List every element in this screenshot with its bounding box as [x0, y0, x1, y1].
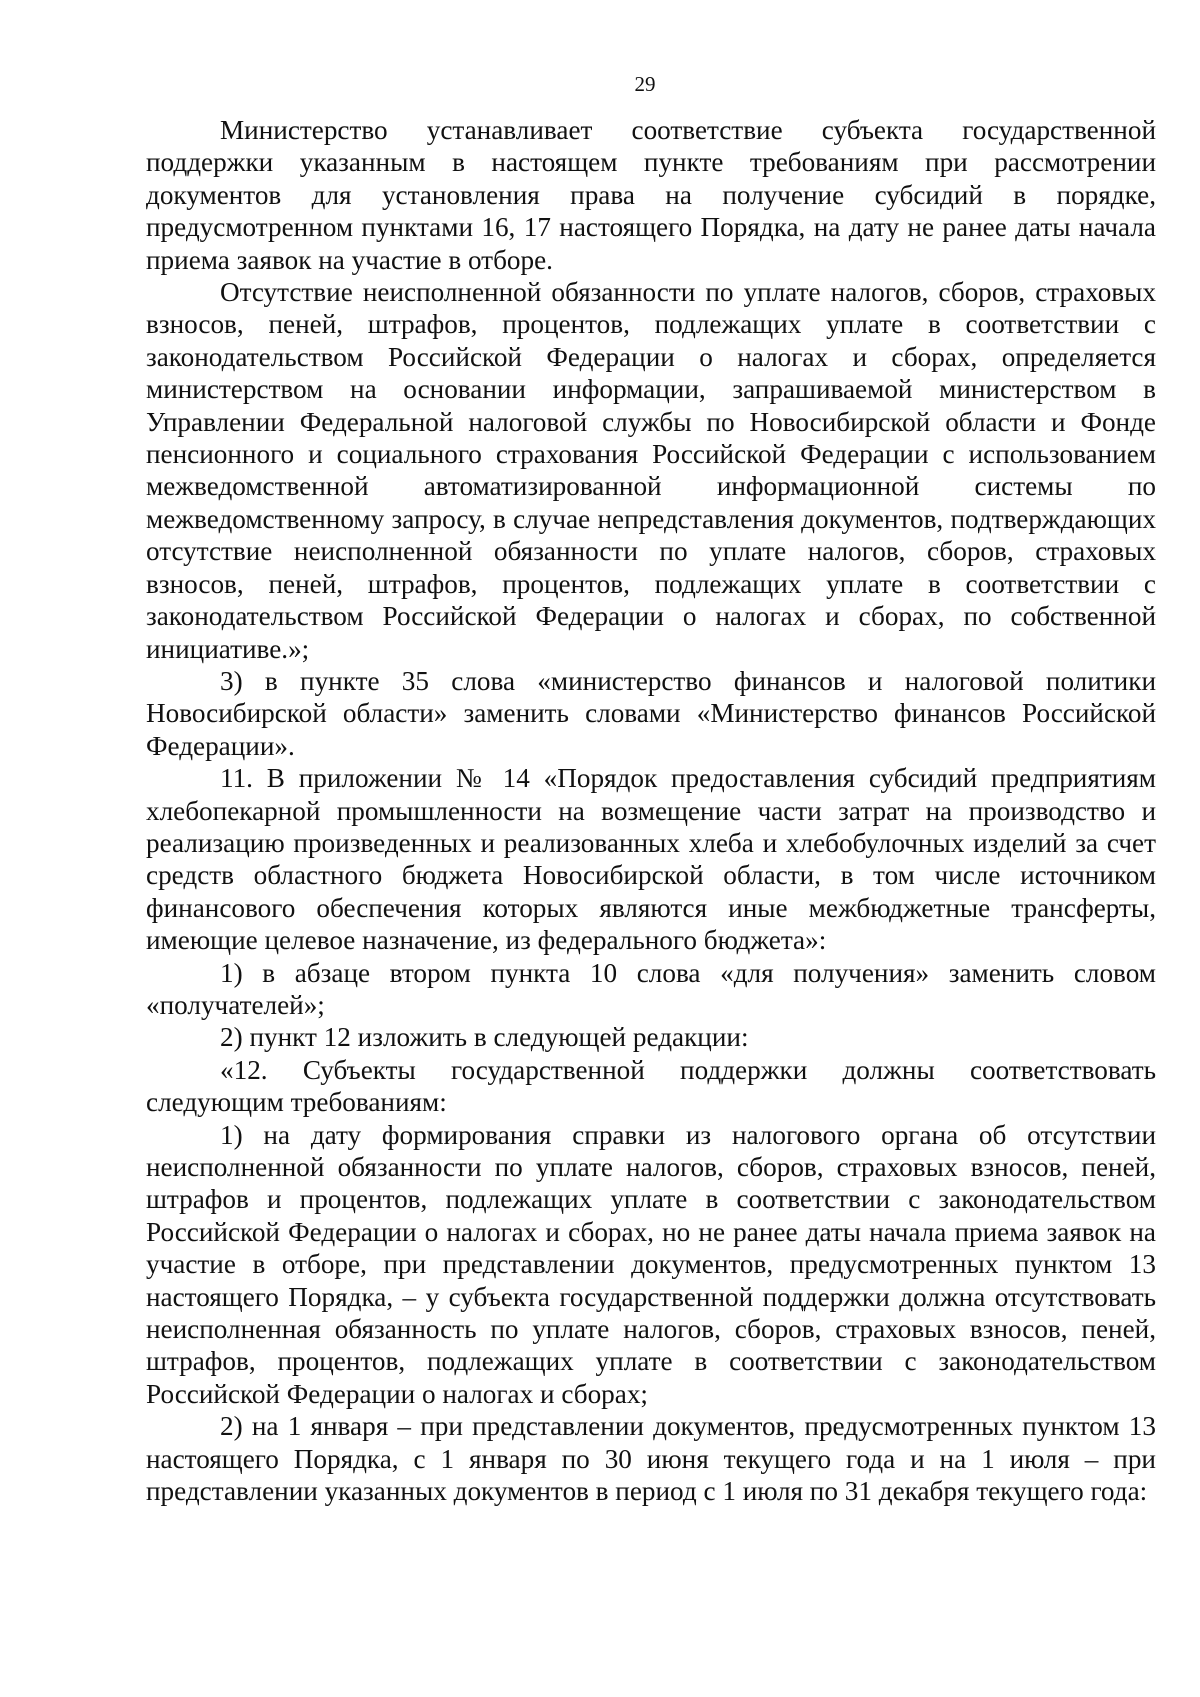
paragraph: 11. В приложении № 14 «Порядок предоставления субсидий предприятиям хлебопекарной промышленности на возмещение части затрат на производство и реализацию произведенных и реализованных хлеба и хлебобулочных изделий за счет средств областного бюджета Новосибирской области, в том числе источником финансового обеспечения которых являются иные межбюджетные трансферты, имеющие целевое назначение, из федерального бюджета»: [146, 763, 1156, 956]
paragraph: 1) на дату формирования справки из налогового органа об отсутствии неисполненной обязанности по уплате налогов, сборов, страховых взносов, пеней, штрафов и процентов, подлежащих уплате в соответствии с законодательством Российской Федерации о налогах и сборах, но не ранее даты начала приема заявок на участие в отборе, при представлении документов, предусмотренных пунктом 13 настоящего Порядка, – у субъекта государственной поддержки должна отсутствовать неисполненная обязанность по уплате налогов, сборов, страховых взносов, пеней, штрафов, процентов, подлежащих уплате в соответствии с законодательством Российской Федерации о налогах и сборах; [146, 1119, 1156, 1409]
paragraph: Министерство устанавливает соответствие субъекта государственной поддержки указанным в настоящем пункте требованиям при рассмотрении документов для установления права на получение субсидий в порядке, предусмотренном пунктами 16, 17 настоящего Порядка, на дату не ранее даты начала приема заявок на участие в отборе. [146, 115, 1156, 275]
paragraph: 2) пункт 12 изложить в следующей редакции: [220, 1022, 749, 1053]
document-body [146, 114, 1156, 1507]
paragraph: 1) в абзаце втором пункта 10 слова «для получения» заменить словом «получателей»; [146, 957, 1156, 1020]
paragraph: Отсутствие неисполненной обязанности по уплате налогов, сборов, страховых взносов, пеней, штрафов, процентов, подлежащих уплате в соответствии с законодательством Российской Федерации о налогах и сборах, определяется министерством на основании информации, запрашиваемой министерством в Управлении Федеральной налоговой службы по Новосибирской области и Фонде пенсионного и социального страхования Российской Федерации с использованием межведомственной автоматизированной информационной системы по межведомственному запросу, в случае непредставления документов, подтверждающих отсутствие неисполненной обязанности по уплате налогов, сборов, страховых взносов, пеней, штрафов, процентов, подлежащих уплате в соответствии с законодательством Российской Федерации о налогах и сборах, по собственной инициативе.»; [146, 277, 1156, 664]
page-number: 29 [634, 72, 656, 96]
paragraph: 3) в пункте 35 слова «министерство финансов и налоговой политики Новосибирской области» заменить словами «Министерство финансов Российской Федерации». [146, 665, 1156, 761]
paragraph: «12. Субъекты государственной поддержки должны соответствовать следующим требованиям: [146, 1054, 1156, 1118]
paragraph: 2) на 1 января – при представлении документов, предусмотренных пунктом 13 настоящего Порядка, с 1 января по 30 июня текущего года и на 1 июля – при представлении указанных документов в период с 1 июля по 31 декабря текущего года: [146, 1411, 1156, 1507]
